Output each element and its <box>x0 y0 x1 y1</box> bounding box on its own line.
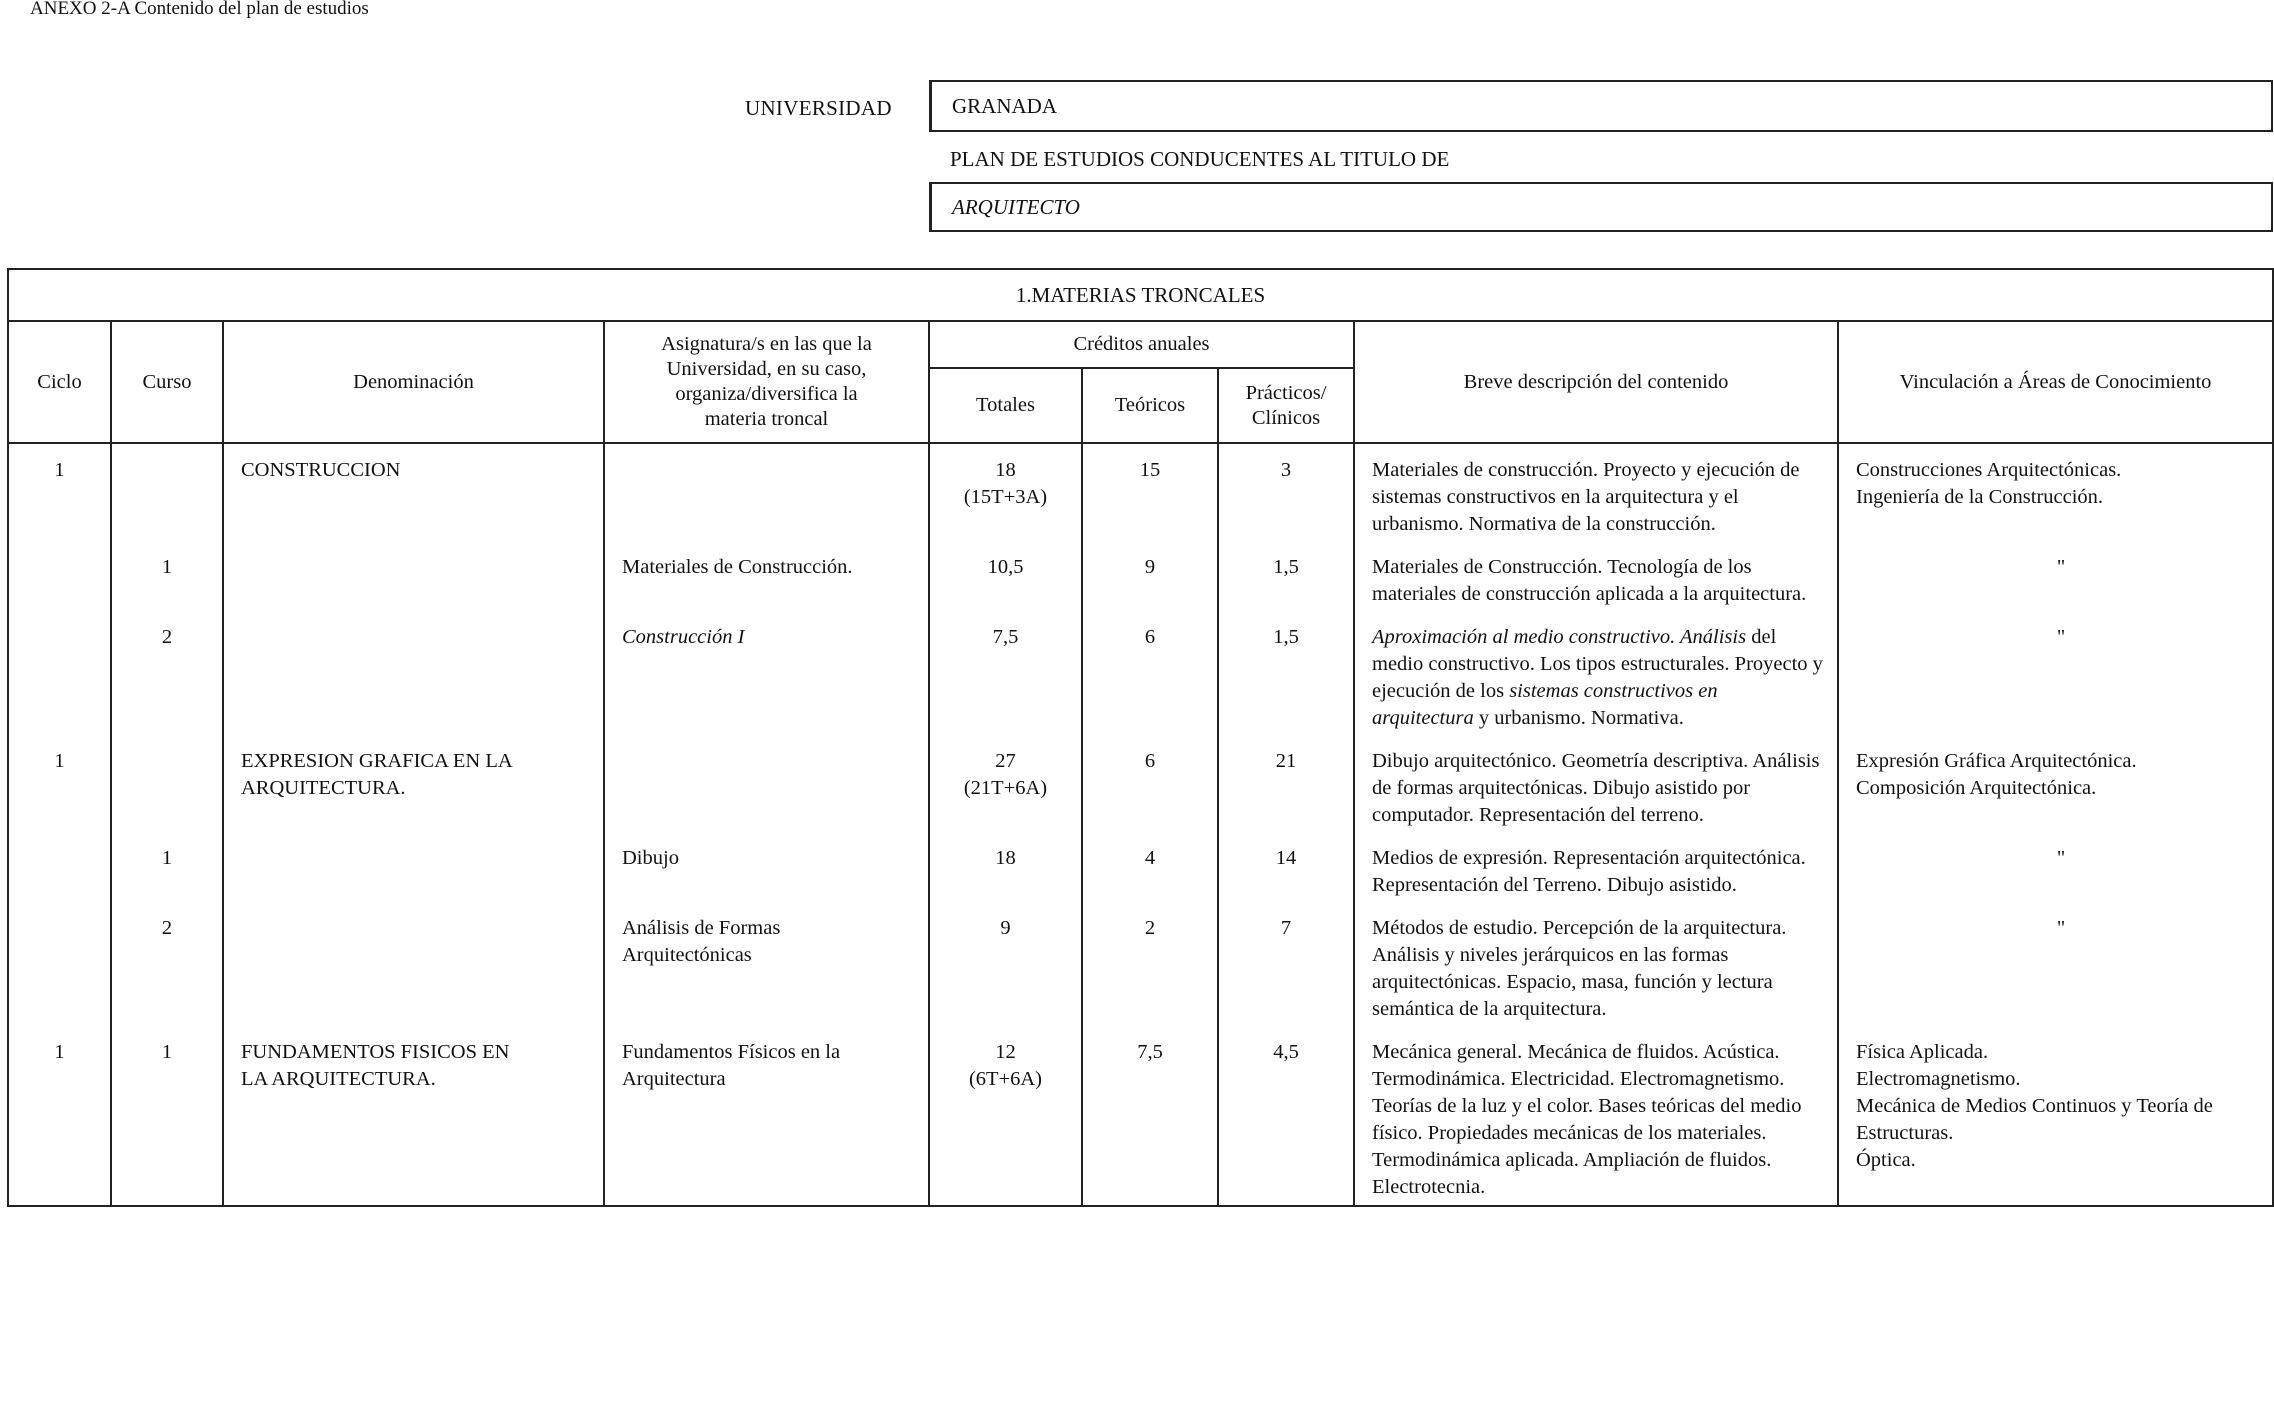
curso-cell <box>111 747 223 844</box>
asignatura-cell <box>604 747 929 844</box>
curso-cell <box>111 443 223 553</box>
col-practicos <box>1218 368 1354 443</box>
practicos-cell: 3 <box>1218 443 1354 553</box>
col-practicos-line: Prácticos/ <box>1245 381 1327 404</box>
curso-cell: 2 <box>111 914 223 1038</box>
area-line: Ingeniería de la Construcción. <box>1856 486 2104 508</box>
denominacion-line: EXPRESION GRAFICA EN LA <box>241 750 513 772</box>
col-denominacion: Denominación <box>223 321 604 443</box>
descripcion-part: Aproximación al medio constructivo. Análisis <box>1372 626 1747 648</box>
teoricos-cell: 2 <box>1082 914 1218 1038</box>
descripcion-part: sistemas constructivos en arquitectura <box>1372 680 1718 729</box>
asignatura-cell <box>604 443 929 553</box>
curso-cell: 1 <box>111 553 223 623</box>
asignatura-line: Análisis de Formas <box>622 917 781 939</box>
teoricos-cell: 6 <box>1082 747 1218 844</box>
denominacion-cell <box>223 1038 604 1206</box>
descripcion-cell: Mecánica general. Mecánica de fluidos. Acústica. Termodinámica. Electricidad. Electromagnetismo. Teorías de la luz y el color. Bases teóricas del medio físico. Propiedades mecánicas de los materiales. Termodinámica aplicada. Ampliación de fluidos. Electrotecnia. <box>1354 1038 1838 1206</box>
annex-title: ANEXO 2-A Contenido del plan de estudios <box>30 0 369 19</box>
ciclo-cell: 1 <box>8 1038 111 1206</box>
ciclo-cell: 1 <box>8 443 111 553</box>
denominacion-cell <box>223 553 604 623</box>
teoricos-cell: 15 <box>1082 443 1218 553</box>
table-row <box>8 623 2273 747</box>
university-value: GRANADA <box>952 93 1057 118</box>
totales-cell <box>929 443 1082 553</box>
practicos-cell: 14 <box>1218 844 1354 914</box>
denominacion-cell <box>223 914 604 1038</box>
col-asignatura-line: Asignatura/s en las que la <box>661 333 872 355</box>
asignatura-cell: Materiales de Construcción. <box>604 553 929 623</box>
col-descripcion: Breve descripción del contenido <box>1354 321 1838 443</box>
descripcion-cell: Métodos de estudio. Percepción de la arquitectura. Análisis y niveles jerárquicos en las formas arquitectónicas. Espacio, masa, función y lectura semántica de la arquitectura. <box>1354 914 1838 1038</box>
area-cell <box>1838 747 2273 844</box>
denominacion-cell <box>223 747 604 844</box>
totales-value: 27 <box>995 750 1016 772</box>
asignatura-line: Arquitectónicas <box>622 944 752 966</box>
col-asignatura-line: Universidad, en su caso, <box>666 358 867 380</box>
area-cell: " <box>1838 553 2273 623</box>
totales-cell: 9 <box>929 914 1082 1038</box>
denominacion-line: LA ARQUITECTURA. <box>241 1068 436 1090</box>
asignatura-line: Arquitectura <box>622 1068 726 1090</box>
denominacion-cell <box>223 844 604 914</box>
asignatura-line: Fundamentos Físicos en la <box>622 1041 841 1063</box>
teoricos-cell: 9 <box>1082 553 1218 623</box>
area-line: Construcciones Arquitectónicas. <box>1856 459 2122 481</box>
denominacion-cell <box>223 623 604 747</box>
descripcion-part: y urbanismo. Normativa. <box>1478 707 1684 729</box>
practicos-cell: 4,5 <box>1218 1038 1354 1206</box>
ciclo-cell <box>8 844 111 914</box>
totales-cell: 10,5 <box>929 553 1082 623</box>
area-cell: " <box>1838 914 2273 1038</box>
totales-detail: (6T+6A) <box>968 1068 1043 1090</box>
descripcion-cell: Dibujo arquitectónico. Geometría descriptiva. Análisis de formas arquitectónicas. Dibujo asistido por computador. Representación del terreno. <box>1354 747 1838 844</box>
col-totales: Totales <box>929 368 1082 443</box>
area-line: Óptica. <box>1856 1149 1916 1171</box>
col-teoricos: Teóricos <box>1082 368 1218 443</box>
plan-label: PLAN DE ESTUDIOS CONDUCENTES AL TITULO DE <box>950 147 1450 171</box>
university-field <box>929 80 2273 132</box>
area-line: Composición Arquitectónica. <box>1856 777 2097 799</box>
table-row <box>8 844 2273 914</box>
area-line: Expresión Gráfica Arquitectónica. <box>1856 750 2137 772</box>
area-cell: " <box>1838 623 2273 747</box>
ciclo-cell <box>8 623 111 747</box>
practicos-cell: 7 <box>1218 914 1354 1038</box>
area-cell: " <box>1838 844 2273 914</box>
denominacion-cell: CONSTRUCCION <box>223 443 604 553</box>
totales-detail: (15T+3A) <box>963 486 1048 508</box>
teoricos-cell: 6 <box>1082 623 1218 747</box>
table-title: 1.MATERIAS TRONCALES <box>8 269 2273 321</box>
col-ciclo: Ciclo <box>8 321 111 443</box>
col-creditos: Créditos anuales <box>929 321 1354 368</box>
degree-field <box>929 182 2273 232</box>
totales-cell <box>929 1038 1082 1206</box>
teoricos-cell: 7,5 <box>1082 1038 1218 1206</box>
curso-cell: 2 <box>111 623 223 747</box>
table-row <box>8 747 2273 844</box>
ciclo-cell <box>8 553 111 623</box>
ciclo-cell <box>8 914 111 1038</box>
practicos-cell: 1,5 <box>1218 623 1354 747</box>
col-practicos-line: Clínicos <box>1251 406 1321 429</box>
asignatura-cell <box>604 1038 929 1206</box>
totales-value: 18 <box>995 459 1016 481</box>
curso-cell: 1 <box>111 844 223 914</box>
col-asignatura-line: materia troncal <box>704 408 829 430</box>
university-label: UNIVERSIDAD <box>745 96 892 120</box>
curso-cell: 1 <box>111 1038 223 1206</box>
asignatura-cell: Construcción I <box>604 623 929 747</box>
practicos-cell: 1,5 <box>1218 553 1354 623</box>
table-row <box>8 443 2273 553</box>
descripcion-cell <box>1354 623 1838 747</box>
ciclo-cell: 1 <box>8 747 111 844</box>
descripcion-cell: Medios de expresión. Representación arquitectónica. Representación del Terreno. Dibujo asistido. <box>1354 844 1838 914</box>
area-line: Electromagnetismo. <box>1856 1068 2021 1090</box>
totales-cell <box>929 747 1082 844</box>
area-cell <box>1838 1038 2273 1206</box>
practicos-cell: 21 <box>1218 747 1354 844</box>
teoricos-cell: 4 <box>1082 844 1218 914</box>
descripcion-cell: Materiales de construcción. Proyecto y ejecución de sistemas constructivos en la arquitectura y el urbanismo. Normativa de la construcción. <box>1354 443 1838 553</box>
col-curso: Curso <box>111 321 223 443</box>
table-row <box>8 553 2273 623</box>
descripcion-cell: Materiales de Construcción. Tecnología de los materiales de construcción aplicada a la arquitectura. <box>1354 553 1838 623</box>
col-asignatura-line: organiza/diversifica la <box>675 383 858 405</box>
asignatura-cell: Dibujo <box>604 844 929 914</box>
area-line: Física Aplicada. <box>1856 1041 1989 1063</box>
totales-cell: 18 <box>929 844 1082 914</box>
table-row <box>8 1038 2273 1206</box>
totales-value: 12 <box>995 1041 1016 1063</box>
col-asignatura <box>604 321 929 443</box>
denominacion-line: ARQUITECTURA. <box>241 777 406 799</box>
denominacion-line: FUNDAMENTOS FISICOS EN <box>241 1041 510 1063</box>
table-row <box>8 914 2273 1038</box>
totales-cell: 7,5 <box>929 623 1082 747</box>
area-cell <box>1838 443 2273 553</box>
subjects-table <box>7 268 2274 1207</box>
descripcion-part: del medio constructivo. Los tipos estructurales. Proyecto y ejecución de los <box>1372 626 1823 702</box>
totales-detail: (21T+6A) <box>963 777 1048 799</box>
asignatura-cell <box>604 914 929 1038</box>
area-line: Mecánica de Medios Continuos y Teoría de Estructuras. <box>1856 1095 2213 1144</box>
col-vinculacion: Vinculación a Áreas de Conocimiento <box>1838 321 2273 443</box>
degree-value: ARQUITECTO <box>952 194 1080 219</box>
